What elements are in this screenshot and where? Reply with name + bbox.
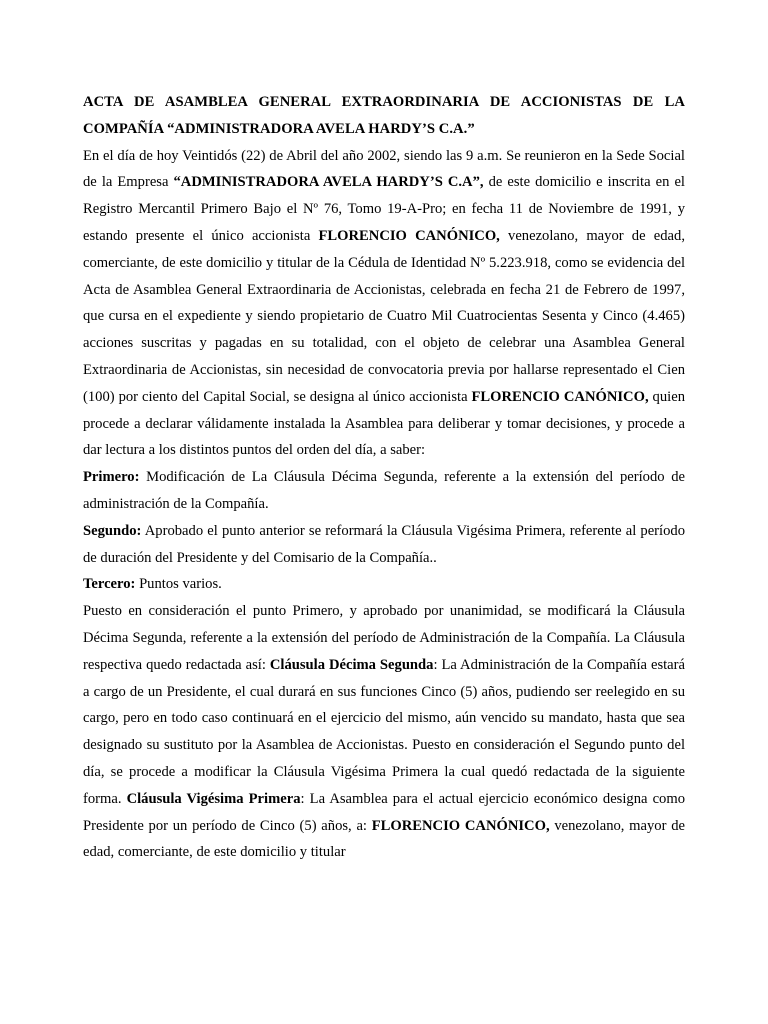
intro-text-1: En el día de hoy Veintidós (22) de Abril del año 2002, siendo las 9 a.m. Se reunieron en la Sede Social de la Empresa xyxy=(83,147,685,191)
resolution-text-4: venezolano, mayor de edad, comerciante, de este domicilio y titular xyxy=(83,817,685,861)
shareholder-name: FLORENCIO CANÓNICO, xyxy=(471,388,649,405)
shareholder-name: FLORENCIO CANÓNICO, xyxy=(371,817,550,834)
document-title: ACTA DE ASAMBLEA GENERAL EXTRAORDINARIA DE ACCIONISTAS DE LA COMPAÑÍA “ADMINISTRADORA AVELA HARDY’S C.A.” xyxy=(83,94,685,137)
resolution-text-2: : La Administración de la Compañía estará a cargo de un Presidente, el cual durará en sus funciones Cinco (5) años, pudiendo ser reelegido en su cargo, pero en todo caso continuará en el ejercicio del mismo, aún vencido su mandato, hasta que sea designado su sustituto por la Asamblea de Accionistas. Puesto en consideración el Segundo punto del día, se procede a modificar la Cláusula Vigésima Primera la cual quedó redactada de la siguiente forma. xyxy=(83,656,685,807)
resolution-paragraph xyxy=(83,598,685,866)
agenda-label: Segundo: xyxy=(83,522,142,539)
agenda-label: Primero: xyxy=(83,469,140,486)
agenda-text: Aprobado el punto anterior se reformará la Cláusula Vigésima Primera, referente al período de duración del Presidente y del Comisario de la Compañía.. xyxy=(83,522,685,566)
agenda-item-segundo xyxy=(83,518,685,572)
agenda-item-tercero xyxy=(83,571,685,598)
clause-title: Cláusula Vigésima Primera xyxy=(126,790,301,807)
agenda-text: Puntos varios. xyxy=(135,576,222,593)
company-name: “ADMINISTRADORA AVELA HARDY’S C.A”, xyxy=(173,174,484,191)
resolution-text-3: : La Asamblea para el actual ejercicio económico designa como Presidente por un período de Cinco (5) años, a: xyxy=(83,790,685,834)
agenda-label: Tercero: xyxy=(83,576,136,593)
intro-text-3: venezolano, mayor de edad, comerciante, de este domicilio y titular de la Cédula de Identidad Nº 5.223.918, como se evidencia del Acta de Asamblea General Extraordinaria de Accionistas, celebrada en fecha 21 de Febrero de 1997, que cursa en el expediente y siendo propietario de Cuatro Mil Cuatrocientas Sesenta y Cinco (4.465) acciones suscritas y pagadas en su totalidad, con el objeto de celebrar una Asamblea General Extraordinaria de Accionistas, sin necesidad de convocatoria previa por hallarse representado el Cien (100) por ciento del Capital Social, se designa al único accionista xyxy=(83,227,685,405)
resolution-text-1: Puesto en consideración el punto Primero, y aprobado por unanimidad, se modificará la Cláusula Décima Segunda, referente a la extensión del período de Administración de la Compañía. La Cláusula respectiva quedo redactada así: xyxy=(83,603,685,673)
document-body xyxy=(83,89,685,866)
clause-title: Cláusula Décima Segunda xyxy=(269,656,434,673)
agenda-text: Modificación de La Cláusula Décima Segunda, referente a la extensión del período de administración de la Compañía. xyxy=(83,469,685,512)
intro-text-4: quien procede a declarar válidamente instalada la Asamblea para deliberar y tomar decisiones, y procede a dar lectura a los distintos puntos del orden del día, a saber: xyxy=(83,388,685,459)
intro-text-2: de este domicilio e inscrita en el Registro Mercantil Primero Bajo el Nº 76, Tomo 19-A-Pro; en fecha 11 de Noviembre de 1991, y estando presente el único accionista xyxy=(83,174,685,244)
intro-paragraph xyxy=(83,143,685,465)
agenda-item-primero xyxy=(83,464,685,518)
shareholder-name: FLORENCIO CANÓNICO, xyxy=(318,227,500,244)
